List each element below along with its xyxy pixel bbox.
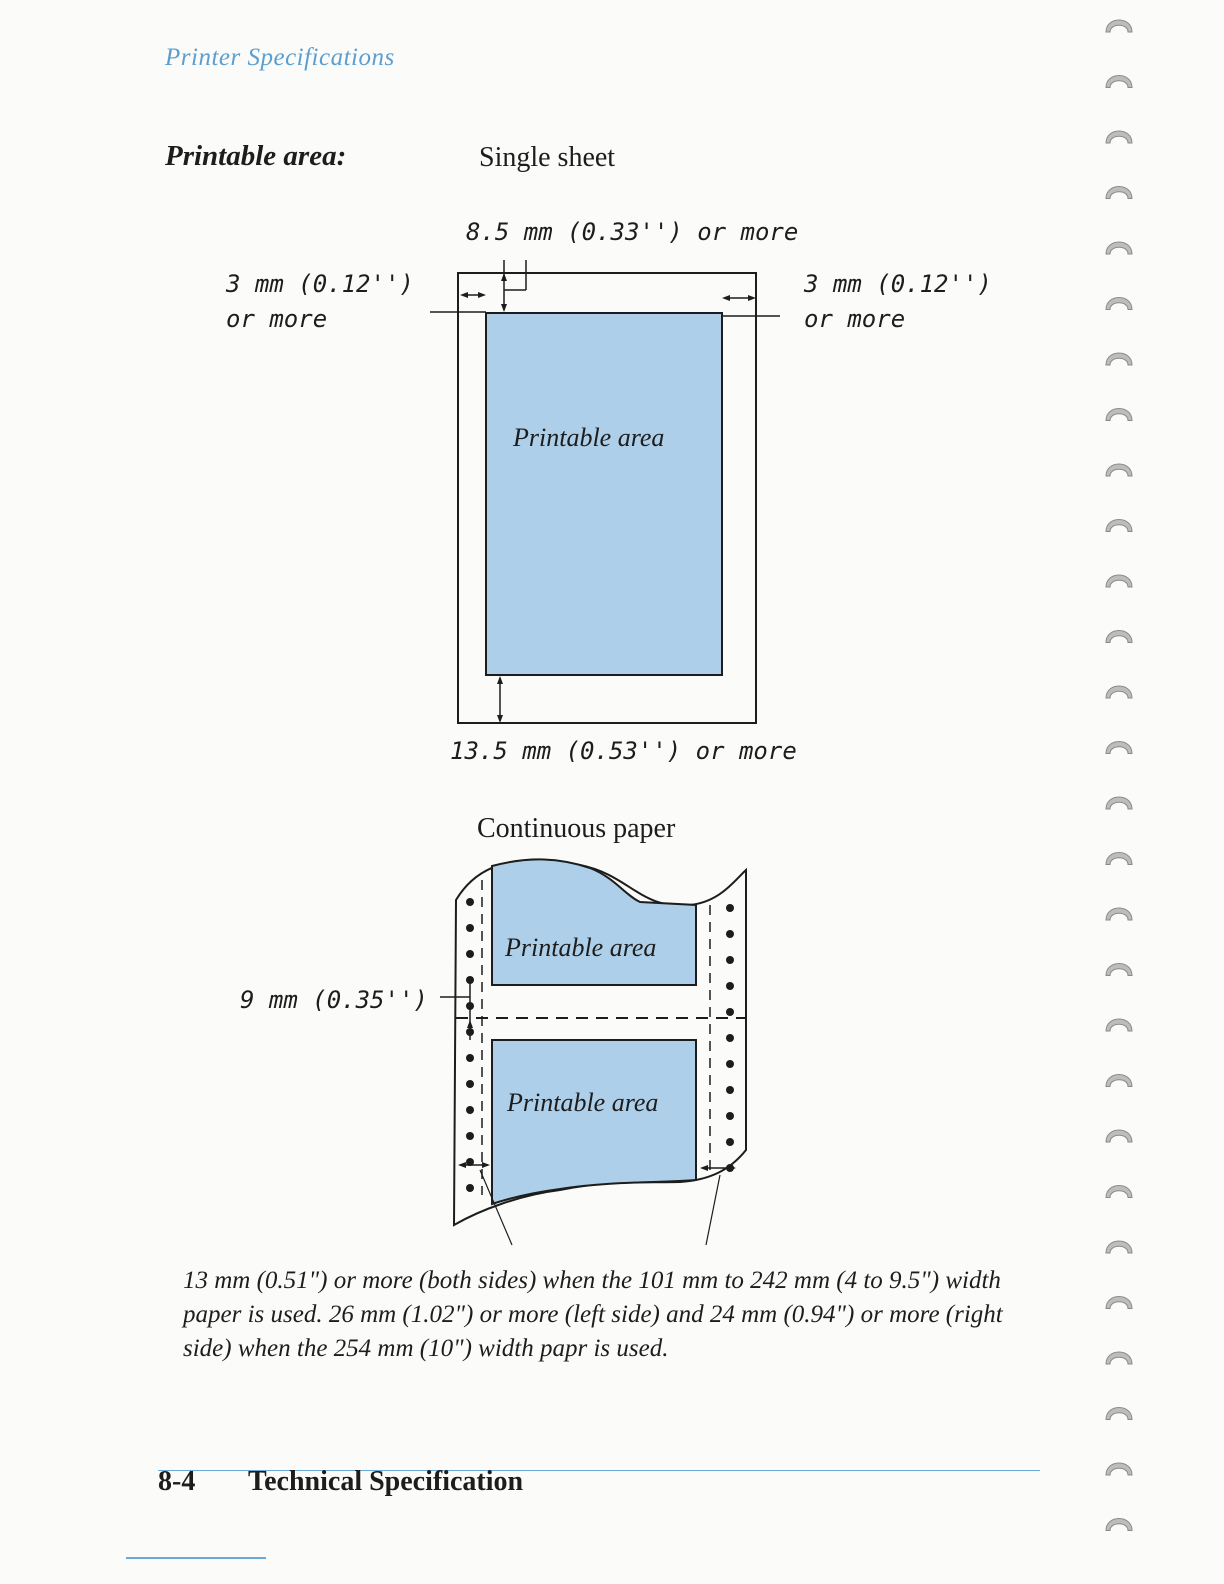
spiral-ring <box>1106 1297 1132 1309</box>
spiral-ring <box>1106 464 1132 476</box>
single-sheet-diagram <box>420 250 780 730</box>
single-sheet-area-label: Printable area <box>513 423 665 452</box>
chapter-title: Technical Specification <box>248 1466 524 1497</box>
spiral-ring <box>1106 1352 1132 1364</box>
continuous-paper-title: Continuous paper <box>477 813 676 844</box>
running-header: Printer Specifications <box>165 44 395 71</box>
continuous-printable-top <box>492 859 696 985</box>
continuous-area-label-top: Printable area <box>505 933 657 962</box>
continuous-paper-diagram <box>440 850 760 1250</box>
spiral-ring <box>1106 1186 1132 1198</box>
spiral-ring <box>1106 686 1132 698</box>
spiral-ring <box>1106 131 1132 143</box>
left-margin-label-2: or more <box>226 305 328 333</box>
spiral-ring <box>1106 631 1132 643</box>
spiral-ring <box>1106 187 1132 199</box>
single-sheet-printable-area <box>486 313 722 675</box>
spiral-ring <box>1106 298 1132 310</box>
single-sheet-title: Single sheet <box>479 142 616 173</box>
spiral-ring <box>1106 1019 1132 1031</box>
spiral-binding <box>1098 0 1148 1584</box>
spiral-ring <box>1106 1241 1132 1253</box>
spiral-ring <box>1106 76 1132 88</box>
spiral-ring <box>1106 1463 1132 1475</box>
right-margin-label-2: or more <box>804 305 906 333</box>
spiral-ring <box>1106 964 1132 976</box>
top-margin-label: 8.5 mm (0.33'') or more <box>466 218 799 246</box>
continuous-printable-bottom <box>492 1040 696 1204</box>
left-margin-label: 3 mm (0.12'') <box>226 270 414 298</box>
spiral-ring <box>1106 353 1132 365</box>
spiral-ring <box>1106 409 1132 421</box>
spiral-ring <box>1106 242 1132 254</box>
spiral-ring <box>1106 797 1132 809</box>
spiral-ring <box>1106 20 1132 32</box>
spiral-ring <box>1106 1130 1132 1142</box>
spiral-ring <box>1106 575 1132 587</box>
spiral-ring <box>1106 1075 1132 1087</box>
margin-note <box>183 1264 1013 1366</box>
gap-margin-label: 9 mm (0.35'') <box>240 986 428 1014</box>
bottom-rule <box>126 1557 266 1559</box>
spiral-ring <box>1106 1408 1132 1420</box>
page-number: 8-4 <box>158 1466 196 1497</box>
spiral-ring <box>1106 853 1132 865</box>
spiral-ring <box>1106 1519 1132 1531</box>
section-label: Printable area: <box>165 140 347 172</box>
spiral-ring <box>1106 520 1132 532</box>
bottom-margin-label: 13.5 mm (0.53'') or more <box>450 737 797 765</box>
margin-note-text: 13 mm (0.51") or more (both sides) when the 101 mm to 242 mm (4 to 9.5") width paper is used. 26 mm (1.02") or more (left side) and 24 mm (0.94") or more (right side) when the 254 mm (10") width papr is used. <box>183 1267 1003 1362</box>
continuous-area-label-bottom: Printable area <box>507 1088 659 1117</box>
right-margin-label: 3 mm (0.12'') <box>804 270 992 298</box>
spiral-ring <box>1106 908 1132 920</box>
spiral-ring <box>1106 742 1132 754</box>
